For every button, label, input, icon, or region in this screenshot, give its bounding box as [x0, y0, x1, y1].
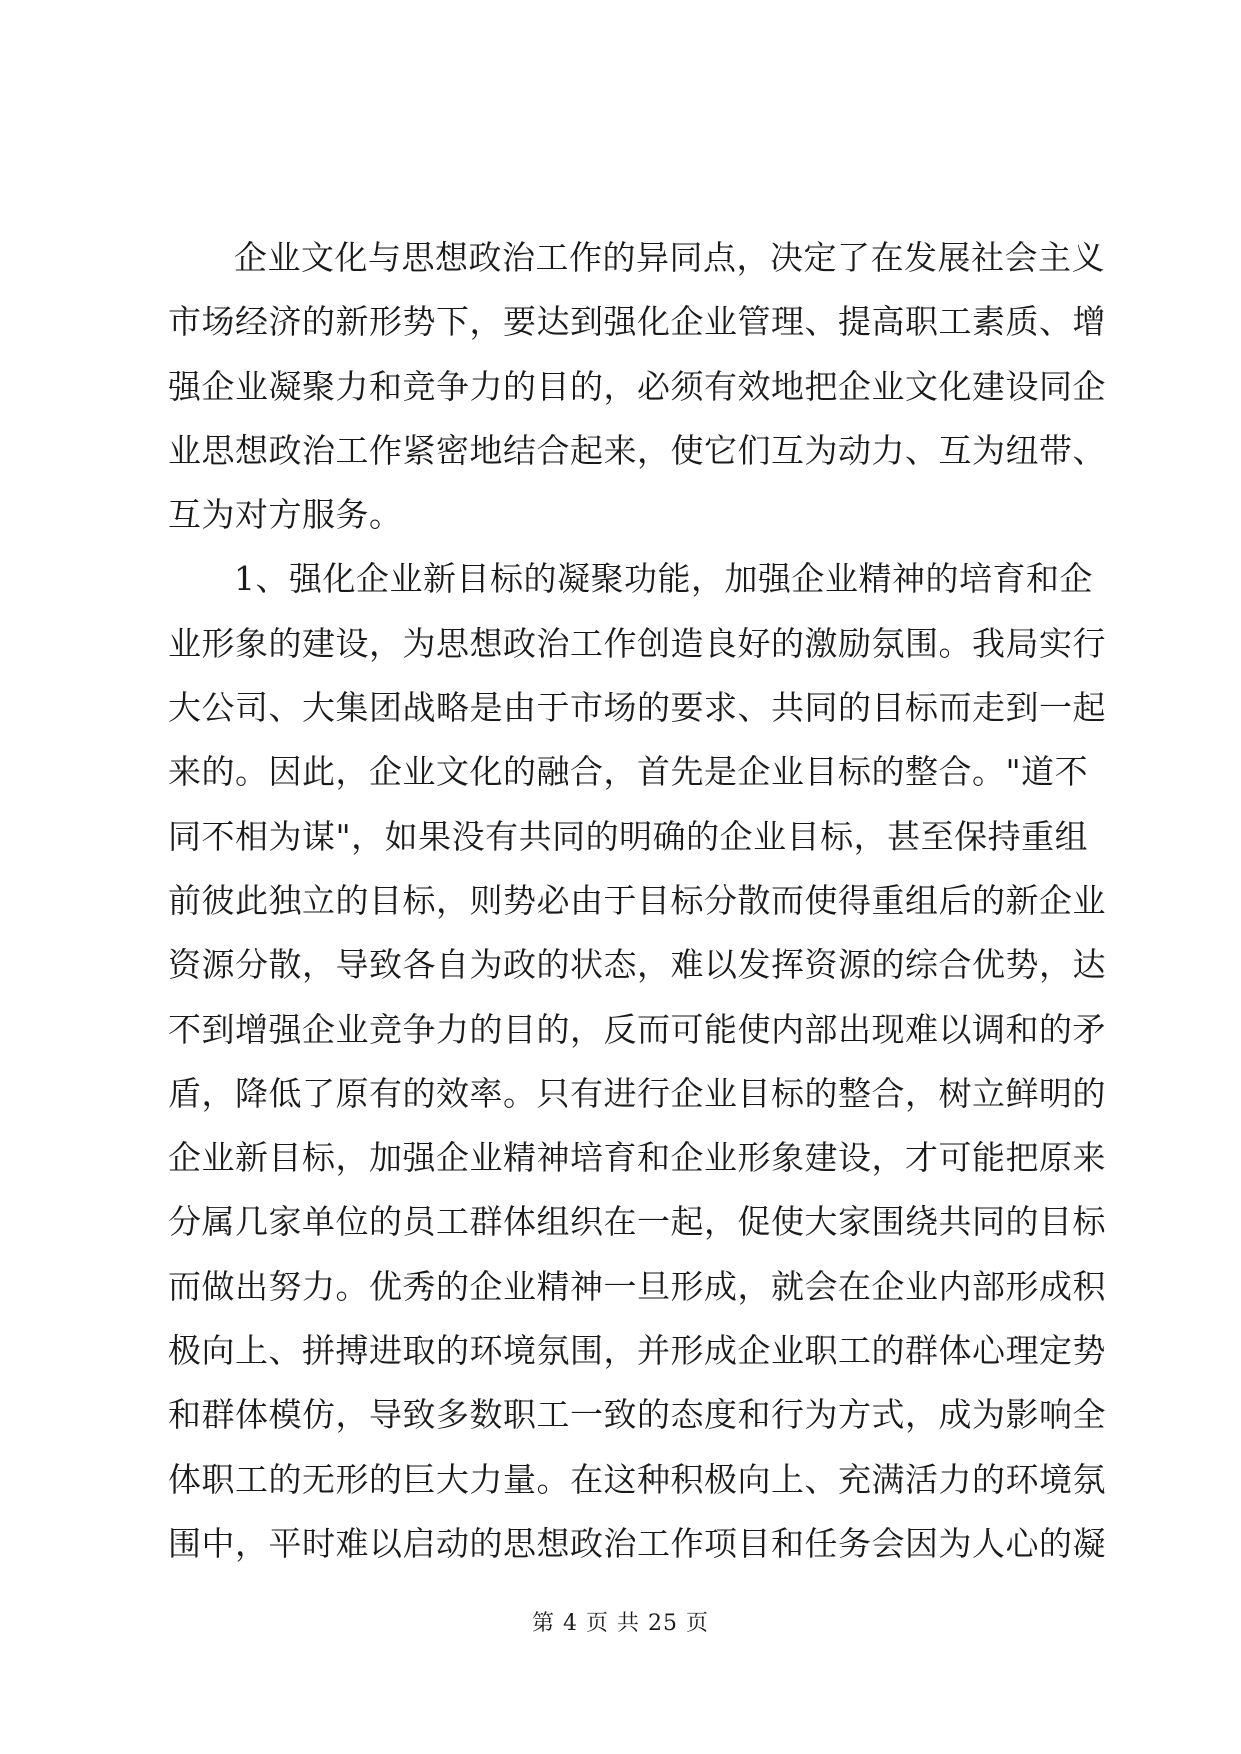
text-line: 前彼此独立的目标，则势必由于目标分散而使得重组后的新企业 — [168, 880, 1106, 920]
text-line: 和群体模仿，导致多数职工一致的态度和行为方式，成为影响全 — [168, 1395, 1106, 1435]
text-line: 不到增强企业竞争力的目的，反而可能使内部出现难以调和的矛 — [168, 1009, 1106, 1049]
page-footer: 第 4 页 共 25 页 — [532, 1611, 709, 1636]
text-line: 同不相为谋"，如果没有共同的明确的企业目标，甚至保持重组 — [168, 816, 1089, 856]
text-line: 大公司、大集团战略是由于市场的要求、共同的目标而走到一起 — [168, 688, 1106, 728]
text-line: 来的。因此，企业文化的融合，首先是企业目标的整合。"道不 — [168, 752, 1089, 792]
paragraph-1 — [168, 226, 1106, 547]
text-line: 而做出努力。优秀的企业精神一旦形成，就会在企业内部形成积 — [168, 1266, 1106, 1306]
text-line: 分属几家单位的员工群体组织在一起，促使大家围绕共同的目标 — [168, 1202, 1106, 1242]
text-line: 极向上、拼搏进取的环境氛围，并形成企业职工的群体心理定势 — [168, 1331, 1106, 1371]
text-line: 1、强化企业新目标的凝聚功能，加强企业精神的培育和企 — [234, 559, 1093, 599]
text-line: 业思想政治工作紧密地结合起来，使它们互为动力、互为纽带、 — [168, 430, 1106, 470]
text-line: 资源分散，导致各自为政的状态，难以发挥资源的综合优势，达 — [168, 945, 1106, 985]
text-line: 企业文化与思想政治工作的异同点，决定了在发展社会主义 — [234, 238, 1105, 277]
text-line: 互为对方服务。 — [168, 495, 403, 535]
text-line: 业形象的建设，为思想政治工作创造良好的激励氛围。我局实行 — [168, 623, 1106, 663]
text-line: 盾，降低了原有的效率。只有进行企业目标的整合，树立鲜明的 — [168, 1073, 1106, 1113]
text-line: 围中，平时难以启动的思想政治工作项目和任务会因为人心的凝 — [168, 1523, 1106, 1563]
document-body — [168, 226, 1106, 1576]
paragraph-2 — [168, 547, 1106, 1576]
text-line: 市场经济的新形势下，要达到强化企业管理、提高职工素质、增 — [168, 302, 1106, 342]
text-line: 企业新目标，加强企业精神培育和企业形象建设，才可能把原来 — [168, 1138, 1106, 1178]
text-line: 强企业凝聚力和竞争力的目的，必须有效地把企业文化建设同企 — [168, 366, 1106, 406]
text-line: 体职工的无形的巨大力量。在这种积极向上、充满活力的环境氛 — [168, 1459, 1106, 1499]
